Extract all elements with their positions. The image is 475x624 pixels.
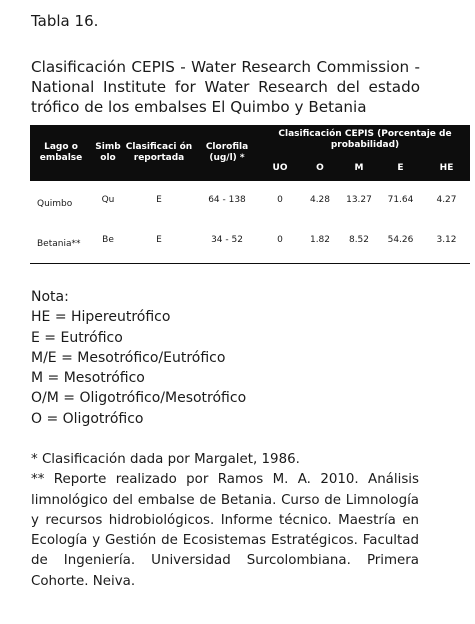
note-line: E = Eutrófico xyxy=(31,329,123,346)
footnote-line: ** Reporte realizado por Ramos M. A. 2010. Análisis xyxy=(31,472,419,488)
cell-uo: 0 xyxy=(277,195,283,205)
cell-he: 3.12 xyxy=(423,229,470,264)
note-line: O = Oligotrófico xyxy=(31,410,144,427)
caption-line: trófico de los embalses El Quimbo y Betania xyxy=(31,98,367,116)
cell-chlorophyll: 64 - 138 xyxy=(208,195,246,205)
note-line: M/E = Mesotrófico/Eutrófico xyxy=(31,349,226,366)
cell-uo: 0 xyxy=(260,229,300,264)
table-label: Tabla 16. xyxy=(31,12,99,30)
header-o: O xyxy=(300,155,340,181)
cell-o: 4.28 xyxy=(309,195,331,205)
cell-o: 1.82 xyxy=(300,229,340,264)
cell-m: 13.27 xyxy=(346,195,372,205)
header-e: E xyxy=(378,155,423,181)
cell-he: 4.27 xyxy=(436,195,457,205)
header-he: HE xyxy=(423,155,470,181)
table-row xyxy=(30,229,470,264)
footnote-margalet: * Clasificación dada por Margalet, 1986. xyxy=(31,452,300,467)
classification-table xyxy=(30,125,470,264)
caption-line: National Institute for Water Research del estado xyxy=(31,78,420,96)
table-row xyxy=(30,181,470,229)
footnote-line: Ecología y Gestión de Ecosistemas Estratégicos. Facultad xyxy=(31,533,419,549)
cell-e: 54.26 xyxy=(378,229,423,264)
footnote-ramos xyxy=(31,470,419,592)
header-cepis-group: Clasificación CEPIS (Porcentaje de probabilidad) xyxy=(260,125,470,155)
cell-e: 71.64 xyxy=(387,195,414,205)
table-caption xyxy=(31,57,420,117)
footnote-line: de Ingeniería. Universidad Surcolombiana. Primera xyxy=(31,553,419,569)
cell-symbol: Qu xyxy=(101,195,115,205)
notes-block xyxy=(31,287,246,429)
header-class-reported: Clasificaci ón reportada xyxy=(124,125,194,181)
footnotes-block xyxy=(31,450,419,592)
cell-lake: Betania** xyxy=(30,229,92,264)
note-line: M = Mesotrófico xyxy=(31,370,145,387)
note-line: O/M = Oligotrófico/Mesotrófico xyxy=(31,390,247,407)
footnote-line: Cohorte. Neiva. xyxy=(31,573,136,589)
footnote-line: y recursos hidrobiológicos. Informe técnico. Maestría en xyxy=(31,512,419,528)
cell-class: E xyxy=(156,195,162,205)
header-lake: Lago o embalse xyxy=(30,125,92,181)
header-symbol: Simb olo xyxy=(92,125,124,181)
cell-lake: Quimbo xyxy=(37,199,73,209)
caption-line: Clasificación CEPIS - Water Research Commission - xyxy=(31,58,420,76)
cell-class: E xyxy=(124,229,194,264)
header-chlorophyll: Clorofila (ug/l) * xyxy=(194,125,260,181)
cell-chlorophyll: 34 - 52 xyxy=(194,229,260,264)
footnote-line: limnológico del embalse de Betania. Curso de Limnología xyxy=(31,492,419,508)
cell-symbol: Be xyxy=(92,229,124,264)
notes-title: Nota: xyxy=(31,289,69,305)
note-line: HE = Hipereutrófico xyxy=(31,309,171,326)
header-m: M xyxy=(340,155,378,181)
header-uo: UO xyxy=(260,155,300,181)
cell-m: 8.52 xyxy=(340,229,378,264)
